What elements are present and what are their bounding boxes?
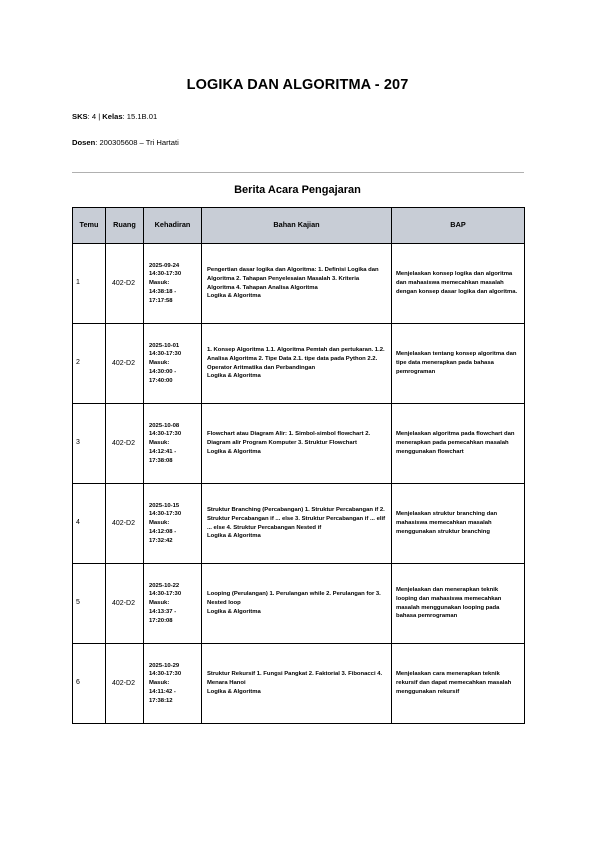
sks-label: SKS [72,112,88,121]
bahan-course: Logika & Algoritma [207,533,261,540]
attendance-date: 2025-09-24 [149,262,180,269]
table-header-row [73,208,525,244]
cell-kehadiran [144,644,202,724]
attendance-out: 17:32:42 [149,537,173,544]
header-temu: Temu [73,208,106,244]
cell-temu: 5 [73,564,106,644]
divider [72,172,524,173]
attendance-schedule: 14:30-17:30 [149,511,182,518]
header-kehadiran: Kehadiran [144,208,202,244]
teaching-log-table [72,207,525,724]
cell-ruang: 402-D2 [106,324,144,404]
attendance-in: 14:12:41 - [149,448,177,455]
table-row [73,324,525,404]
attendance-label: Masuk: [149,680,170,687]
bahan-text: Struktur Branching (Percabangan) 1. Struktur Percabangan if 2. Struktur Percabangan if ... else 3. Struktur Percabangan if ... elif ... else 4. Struktur Percabangan Nested if [207,506,386,531]
bahan-text: Struktur Rekursif 1. Fungsi Pangkat 2. Faktorial 3. Fibonacci 4. Menara Hanoi [207,671,383,687]
attendance-label: Masuk: [149,360,170,367]
attendance-label: Masuk: [149,520,170,527]
kelas-value: : 15.1B.01 [122,112,158,121]
cell-kehadiran [144,484,202,564]
cell-bap: Menjelaskan konsep logika dan algoritma dan mahasiswa memecahkan masalah dengan konsep dasar logika dan algoritma. [392,244,525,324]
kelas-label: Kelas [102,112,123,121]
cell-bap: Menjelaskan dan menerapkan teknik looping dan mahasiswa memecahkan masalah menggunakan looping pada bahasa pemrograman [392,564,525,644]
table-row [73,244,525,324]
bahan-text: Looping (Perulangan) 1. Perulangan while 2. Perulangan for 3. Nested loop [207,591,381,607]
cell-kehadiran [144,564,202,644]
bahan-course: Logika & Algoritma [207,373,261,380]
bahan-text: Pengertian dasar logika dan Algoritma: 1. Definisi Logika dan Algoritma 2. Tahapan Penyelesaian Masalah 3. Kriteria Algoritma 4. Tahapan Analisa Algoritma [207,266,379,291]
header-ruang: Ruang [106,208,144,244]
dosen-label: Dosen [72,138,96,147]
cell-bahan-kajian [202,564,392,644]
cell-kehadiran [144,244,202,324]
attendance-out: 17:38:12 [149,697,173,704]
cell-ruang: 402-D2 [106,244,144,324]
bahan-text: 1. Konsep Algoritma 1.1. Algoritma Pemtah dan pertukaran. 1.2. Analisa Algoritma 2. Tipe Data 2.1. tipe data pada Python 2.2. Operator Aritmatika dan Perbandingan [207,346,385,371]
cell-temu: 3 [73,404,106,484]
attendance-schedule: 14:30-17:30 [149,591,182,598]
attendance-label: Masuk: [149,280,170,287]
attendance-out: 17:20:08 [149,617,173,624]
cell-ruang: 402-D2 [106,644,144,724]
attendance-in: 14:38:18 - [149,288,177,295]
cell-bap: Menjelaskan tentang konsep algoritma dan tipe data menerapkan pada bahasa pemrograman [392,324,525,404]
attendance-date: 2025-10-08 [149,422,180,429]
attendance-in: 14:11:42 - [149,688,176,695]
cell-bap: Menjelaskan struktur branching dan mahasiswa memecahkan masalah menggunakan struktur branching [392,484,525,564]
attendance-label: Masuk: [149,600,170,607]
cell-ruang: 402-D2 [106,404,144,484]
cell-temu: 1 [73,244,106,324]
cell-bahan-kajian [202,244,392,324]
attendance-out: 17:40:00 [149,377,173,384]
cell-temu: 6 [73,644,106,724]
section-title: Berita Acara Pengajaran [234,184,361,196]
cell-bap: Menjelaskan algoritma pada flowchart dan menerapkan pada pemecahkan masalah menggunakan flowchart [392,404,525,484]
attendance-schedule: 14:30-17:30 [149,271,182,278]
lecturer-line [72,138,179,147]
bahan-text: Flowchart atau Diagram Alir: 1. Simbol-simbol flowchart 2. Diagram alir Program Komputer 3. Struktur Flowchart [207,431,371,447]
course-meta-line [72,112,157,121]
bahan-course: Logika & Algoritma [207,688,261,695]
sks-value: : 4 [87,112,97,121]
attendance-out: 17:38:08 [149,457,173,464]
attendance-date: 2025-10-15 [149,502,180,509]
cell-bahan-kajian [202,324,392,404]
attendance-in: 14:12:08 - [149,528,177,535]
cell-kehadiran [144,404,202,484]
attendance-date: 2025-10-29 [149,662,180,669]
table-row [73,644,525,724]
cell-bap: Menjelaskan cara menerapkan teknik rekursif dan dapat memecahkan masalah menggunakan rekursif [392,644,525,724]
cell-bahan-kajian [202,404,392,484]
table-row [73,484,525,564]
attendance-schedule: 14:30-17:30 [149,351,182,358]
attendance-out: 17:17:58 [149,297,173,304]
cell-temu: 2 [73,324,106,404]
cell-ruang: 402-D2 [106,564,144,644]
attendance-date: 2025-10-22 [149,582,180,589]
header-bap: BAP [392,208,525,244]
meta-separator: | [96,112,103,121]
table-row [73,564,525,644]
attendance-in: 14:30:00 - [149,368,177,375]
attendance-label: Masuk: [149,440,170,447]
cell-ruang: 402-D2 [106,484,144,564]
cell-kehadiran [144,324,202,404]
table-row [73,404,525,484]
cell-bahan-kajian [202,644,392,724]
attendance-schedule: 14:30-17:30 [149,431,182,438]
bahan-course: Logika & Algoritma [207,448,261,455]
cell-temu: 4 [73,484,106,564]
header-bahan-kajian: Bahan Kajian [202,208,392,244]
cell-bahan-kajian [202,484,392,564]
bahan-course: Logika & Algoritma [207,293,261,300]
bahan-course: Logika & Algoritma [207,608,261,615]
attendance-schedule: 14:30-17:30 [149,671,182,678]
attendance-in: 14:13:37 - [149,608,177,615]
attendance-date: 2025-10-01 [149,342,180,349]
course-title: LOGIKA DAN ALGORITMA - 207 [186,77,409,93]
dosen-value: : 200305608 – Tri Hartati [95,138,179,147]
